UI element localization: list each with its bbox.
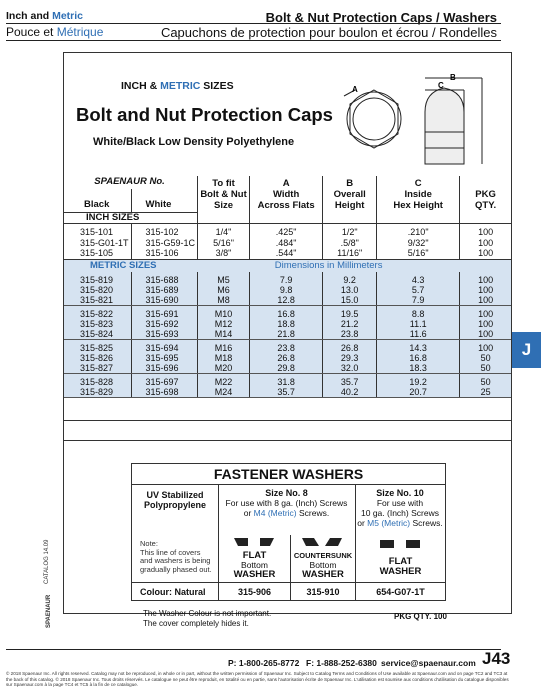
table-cell: 315-693 (131, 329, 198, 340)
size10-description: Size No. 10 For use with 10 ga. (Inch) Screws or M5 (Metric) Screws. (357, 488, 443, 528)
table-cell: 29.3 (323, 353, 377, 363)
washers-title: FASTENER WASHERS (213, 466, 364, 482)
table-cell: 8.8 (377, 306, 460, 320)
table-cell: 9.2 (323, 272, 377, 285)
header-title-fr: Capuchons de protection pour boulon et écrou / Rondelles (160, 25, 497, 40)
black-header: Black (64, 189, 131, 213)
table-row (64, 272, 511, 285)
table-cell: M6 (198, 285, 250, 295)
table-cell: M22 (198, 374, 250, 388)
table-row (64, 224, 511, 238)
section-tab-j[interactable]: J (512, 332, 541, 368)
flat-bottom-washer-label: FLAT Bottom WASHER (233, 550, 276, 580)
table-cell: 7.9 (250, 272, 323, 285)
table-cell: 11/16" (323, 248, 377, 259)
table-cell: 315-101 (80, 227, 114, 237)
table-cell: 50 (460, 363, 511, 374)
metric-sizes-row (64, 259, 511, 272)
table-cell: 100 (460, 224, 511, 238)
colour-label: Colour: Natural (140, 587, 206, 597)
table-cell: 11.1 (377, 319, 460, 329)
table-row (64, 237, 511, 248)
table-cell: 19.5 (323, 306, 377, 320)
washers-title-rule (132, 484, 445, 485)
metric-sizes-label: METRIC SIZES (64, 259, 198, 272)
table-cell: 23.8 (250, 340, 323, 354)
table-cell: 5.7 (377, 285, 460, 295)
part-654-g07-1t: 654-G07-1T (376, 587, 425, 597)
table-cell: 50 (460, 353, 511, 363)
table-cell: .544" (250, 248, 323, 259)
table-cell: 1/2" (323, 224, 377, 238)
product-subtitle: White/Black Low Density Polyethylene (93, 136, 295, 148)
table-cell: 315-688 (131, 272, 198, 285)
header-left-fr: Pouce et Métrique (6, 25, 104, 39)
table-cell: 20.7 (377, 387, 460, 398)
brand-header: SPAENAUR No. (94, 176, 165, 187)
table-cell: 21.2 (323, 319, 377, 329)
table-cell: 315-G01-1T (80, 237, 129, 248)
spec-table (64, 176, 511, 398)
table-cell: 100 (460, 295, 511, 306)
table-cell: .425" (250, 224, 323, 238)
footer-phone: P: 1-800-265-8772 (228, 658, 300, 668)
table-cell: 100 (460, 272, 511, 285)
table-row (64, 306, 511, 320)
table-bottom-rule (64, 420, 512, 421)
table-row (64, 285, 511, 295)
washer-pkg-qty: PKG QTY. 100 (394, 612, 447, 621)
product-title: Bolt and Nut Protection Caps (76, 104, 333, 125)
table-cell: 100 (460, 285, 511, 295)
table-cell: 23.8 (323, 329, 377, 340)
washer-phaseout-note: Note: This line of covers and washers is being gradually phased out. (140, 539, 212, 574)
table-cell: 19.2 (377, 374, 460, 388)
table-cell: 29.8 (250, 363, 323, 374)
table-row (64, 329, 511, 340)
table-cell: 13.0 (323, 285, 377, 295)
b-header: B Overall Height (323, 176, 377, 213)
inch-sizes-row (64, 213, 511, 224)
table-cell: M20 (198, 363, 250, 374)
header-divider-bottom (6, 40, 501, 41)
table-cell: M24 (198, 387, 250, 398)
part-315-906: 315-906 (237, 587, 272, 597)
header-left-en: Inch and Metric (6, 10, 84, 22)
table-cell: 18.8 (250, 319, 323, 329)
table-cell: 315-691 (131, 306, 198, 320)
table-header-row (64, 176, 511, 189)
table-cell: 315-820 (64, 285, 131, 295)
flat-washer-icon (378, 540, 422, 548)
table-cell: M14 (198, 329, 250, 340)
table-cell: 315-697 (131, 374, 198, 388)
table-row (64, 353, 511, 363)
washer-material: UV Stabilized Polypropylene (143, 490, 206, 510)
table-cell: 9.8 (250, 285, 323, 295)
table-cell: M5 (198, 272, 250, 285)
table-cell: 16.8 (377, 353, 460, 363)
table-cell: 12.8 (250, 295, 323, 306)
white-header: White (131, 189, 198, 213)
table-cell: 100 (460, 248, 511, 259)
table-cell: 25 (460, 387, 511, 398)
table-cell: M10 (198, 306, 250, 320)
table-cell: 315-824 (64, 329, 131, 340)
table-cell: 315-102 (131, 224, 198, 238)
table-cell: 315-829 (64, 387, 131, 398)
footer-fax: F: 1-888-252-6380 (306, 658, 377, 668)
sizes-heading: INCH & METRIC SIZES (121, 80, 234, 92)
table-cell: 315-106 (131, 248, 198, 259)
size8-description: Size No. 8 For use with 8 ga. (Inch) Screws or M4 (Metric) Screws. (225, 488, 348, 518)
countersunk-washer-icon (300, 536, 344, 548)
table-cell: 4.3 (377, 272, 460, 285)
countersunk-washer-label: COUNTERSUNK Bottom WASHER (293, 551, 353, 580)
table-cell: 100 (460, 237, 511, 248)
footer-copyright: © 2018 Spaenaur Inc. All rights reserved. Catalog may not be reproduced, in whole or in part, without the written permission of Spaenaur Inc. Subject to Catalog Terms and Conditions of Use available at Spaenaur.com and on page TC2 and TC3 at the back of this catalog. © 2018 Spaenaur Inc. Tous droits réservés. Le catalogue ne peut être reproduit, en totalité ou en partie, sans l'autorisation écrite de Spaenaur Inc. L'utilisation est soumise aux conditions d'utilisation du catalogue disponibles sur Spaenaur.com à la page TC4 et TC5 à la fin de ce catalogue. (6, 671, 509, 688)
table-cell: M12 (198, 319, 250, 329)
fit-header: To fit Bolt & Nut Size (198, 176, 250, 213)
table-cell: 315-695 (131, 353, 198, 363)
dim-label-b: B (450, 73, 456, 82)
table-cell: 100 (460, 319, 511, 329)
washer-colour-rule (132, 582, 445, 583)
metric-section (64, 259, 511, 398)
header-title-en: Bolt & Nut Protection Caps / Washers (265, 10, 497, 25)
table-cell: 315-825 (64, 340, 131, 354)
table-cell: 16.8 (250, 306, 323, 320)
table-cell: M18 (198, 353, 250, 363)
header-divider (6, 23, 501, 24)
hex-outline (350, 90, 398, 148)
table-row (64, 374, 511, 388)
table-cell: 5/16" (377, 248, 460, 259)
table-cell: 315-823 (64, 319, 131, 329)
table-cell: 100 (460, 340, 511, 354)
table-cell: 315-105 (80, 248, 114, 259)
table-row (64, 295, 511, 306)
catalog-version: CATALOG 14.09 (44, 539, 50, 584)
table-cell: 5/16" (198, 237, 250, 248)
table-cell: 18.3 (377, 363, 460, 374)
dim-label-a: A (352, 85, 358, 94)
table-cell: 315-692 (131, 319, 198, 329)
section-rule (64, 440, 512, 441)
metric-dimensions-note: Dimensions in Millimeters (198, 259, 460, 272)
table-cell: 9/32" (377, 237, 460, 248)
flat-bottom-washer-icon (232, 536, 276, 548)
table-cell: 315-826 (64, 353, 131, 363)
table-cell: 315-827 (64, 363, 131, 374)
page-number: J43 (482, 649, 511, 668)
table-row (64, 387, 511, 398)
part-315-910: 315-910 (306, 587, 340, 597)
table-cell: 50 (460, 374, 511, 388)
pkg-header: PKG QTY. (460, 176, 511, 213)
table-cell: 315-819 (64, 272, 131, 285)
table-cell: M16 (198, 340, 250, 354)
table-cell: 35.7 (250, 387, 323, 398)
table-cell: 35.7 (323, 374, 377, 388)
table-cell: 7.9 (377, 295, 460, 306)
footer-rule (6, 649, 501, 650)
table-cell: 11.6 (377, 329, 460, 340)
washer-footnote: The Washer Colour is not important. The cover completely hides it. (143, 609, 272, 628)
table-cell: 3/8" (198, 248, 250, 259)
table-cell: 100 (460, 306, 511, 320)
table-row (64, 319, 511, 329)
table-cell: 315-696 (131, 363, 198, 374)
table-cell: 315-822 (64, 306, 131, 320)
table-row (64, 363, 511, 374)
footer-email[interactable]: service@spaenaur.com (381, 658, 476, 668)
c-header: C Inside Hex Height (377, 176, 460, 213)
table-cell: 40.2 (323, 387, 377, 398)
inch-sizes-label: INCH SIZES (64, 213, 198, 224)
table-cell: .210" (377, 224, 460, 238)
table-cell: 1/4" (198, 224, 250, 238)
table-cell: 14.3 (377, 340, 460, 354)
table-cell: 315-821 (64, 295, 131, 306)
table-cell: 32.0 (323, 363, 377, 374)
table-cell: 21.8 (250, 329, 323, 340)
table-row (64, 340, 511, 354)
table-cell: 315-G59-1C (131, 237, 198, 248)
dim-label-c: C (438, 81, 444, 90)
table-cell: 315-828 (64, 374, 131, 388)
table-cell: .484" (250, 237, 323, 248)
table-cell: 315-698 (131, 387, 198, 398)
table-cell: M8 (198, 295, 250, 306)
side-brand: SPAENAUR (46, 594, 52, 628)
a-header: A Width Across Flats (250, 176, 323, 213)
table-cell: 315-694 (131, 340, 198, 354)
table-cell: 100 (460, 329, 511, 340)
table-cell: 315-690 (131, 295, 198, 306)
table-cell: .5/8" (323, 237, 377, 248)
table-cell: 31.8 (250, 374, 323, 388)
inch-section (64, 213, 511, 260)
table-cell: 26.8 (250, 353, 323, 363)
cap-dimension-diagram (330, 70, 515, 176)
table-cell: 26.8 (323, 340, 377, 354)
table-row (64, 248, 511, 259)
flat-washer-label: FLAT WASHER (379, 556, 422, 577)
table-cell: 15.0 (323, 295, 377, 306)
table-cell: 315-689 (131, 285, 198, 295)
